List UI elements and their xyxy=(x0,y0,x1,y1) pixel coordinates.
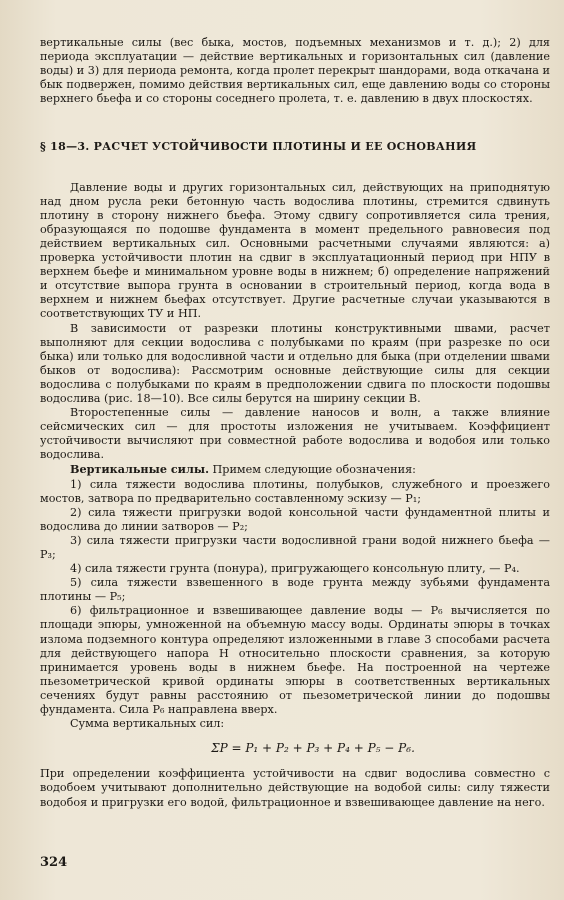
force-item: 5) сила тяжести взвешенного в воде грунта между зубьями фундамента плотины — P₅; xyxy=(40,576,550,604)
page-number: 324 xyxy=(40,855,68,870)
force-item: 1) сила тяжести водослива плотины, полубыков, служебного и проезжего мостов, затвора по предварительно составленному эскизу — P₁; xyxy=(40,477,550,505)
force-item: 4) сила тяжести грунта (понура), пригружающего консольную плиту, — P₄. xyxy=(70,562,520,576)
section-heading: § 18—3. РАСЧЕТ УСТОЙЧИВОСТИ ПЛОТИНЫ И ЕЕ ОСНОВАНИЯ xyxy=(40,140,477,154)
paragraph-sections: В зависимости от разрезки плотины конструктивными швами, расчет выполняют для секции водослива с полубыками по краям (при разрезке по оси быка) или только для водосливной части и отдельно для быка (при отделении швами быков от водослива): Рассмотрим основные действующие силы для секции водослива с полубыками по краям в предположении сдвига по плоскости подошвы водослива (рис. 18—10). Все силы берутся на ширину секции B. xyxy=(40,321,550,405)
sum-label: Сумма вертикальных сил: xyxy=(70,717,225,731)
vertical-forces-label: Вертикальные силы. xyxy=(70,462,209,477)
intro-paragraph: вертикальные силы (вес быка, мостов, подъемных механизмов и т. д.); 2) для периода эксплуатации — действие вертикальных и горизонтальных сил (давление воды) и 3) для периода ремонта, когда пролет перекрыт шандорами, вода откачана и бык подвержен, помимо действия вертикальных сил, еще давлению воды со стороны верхнего бьефа и со стороны соседнего пролета, т. е. давлению в двух плоскостях. xyxy=(40,36,550,106)
force-item: 3) сила тяжести пригрузки части водосливной грани водой нижнего бьефа — P₃; xyxy=(40,533,550,561)
force-item: 6) фильтрационное и взвешивающее давление воды — P₆ вычисляется по площади эпюры, умноженной на объемную массу воды. Ординаты эпюры в точках излома подземного контура определяют изложенными в главе 3 способами расчета для действующего напора H относительно плоскости сравнения, за которую принимается уровень воды в нижнем бьефе. На построенной на чертеже пьезометрической кривой ординаты эпюры в соответственных вертикальных сечениях будут равны расстоянию от пьезометрической линии до подошвы фундамента. Сила P₆ направлена вверх. xyxy=(40,604,550,717)
paragraph-pressure: Давление воды и других горизонтальных сил, действующих на приподнятую над дном русла реки бетонную часть водослива плотины, стремится сдвинуть плотину в сторону нижнего бьефа. Этому сдвигу сопротивляется сила трения, образующаяся по подошве фундамента в момент предельного равновесия под действием вертикальных сил. Основными расчетными случаями являются: а) проверка устойчивости плотин на сдвиг в эксплуатационный период при НПУ в верхнем бьефе и минимальном уровне воды в нижнем; б) определение напряжений и отсутствие выпора грунта в основании в строительный период, когда вода в верхнем и нижнем бьефах отсутствует. Другие расчетные случаи указываются в соответствующих ТУ и НП. xyxy=(40,180,550,321)
sum-formula: ΣP = P₁ + P₂ + P₃ + P₄ + P₅ − P₆. xyxy=(211,741,415,756)
closing-paragraph: При определении коэффициента устойчивости на сдвиг водослива совместно с водобоем учитывают дополнительно действующие на водобой силы: силу тяжести водобоя и пригрузки его водой, фильтрационное и взвешивающее давление на него. xyxy=(40,767,550,809)
vertical-forces-intro xyxy=(40,462,550,477)
force-item: 2) сила тяжести пригрузки водой консольной части фундаментной плиты и водослива до линии затворов — P₂; xyxy=(40,505,550,533)
paragraph-secondary-forces: Второстепенные силы — давление наносов и волн, а также влияние сейсмических сил — для простоты изложения не учитываем. Коэффициент устойчивости вычисляют при совместной работе водослива и водобоя или только водослива. xyxy=(40,406,550,462)
vertical-forces-intro-text: Примем следующие обозначения: xyxy=(212,463,416,477)
